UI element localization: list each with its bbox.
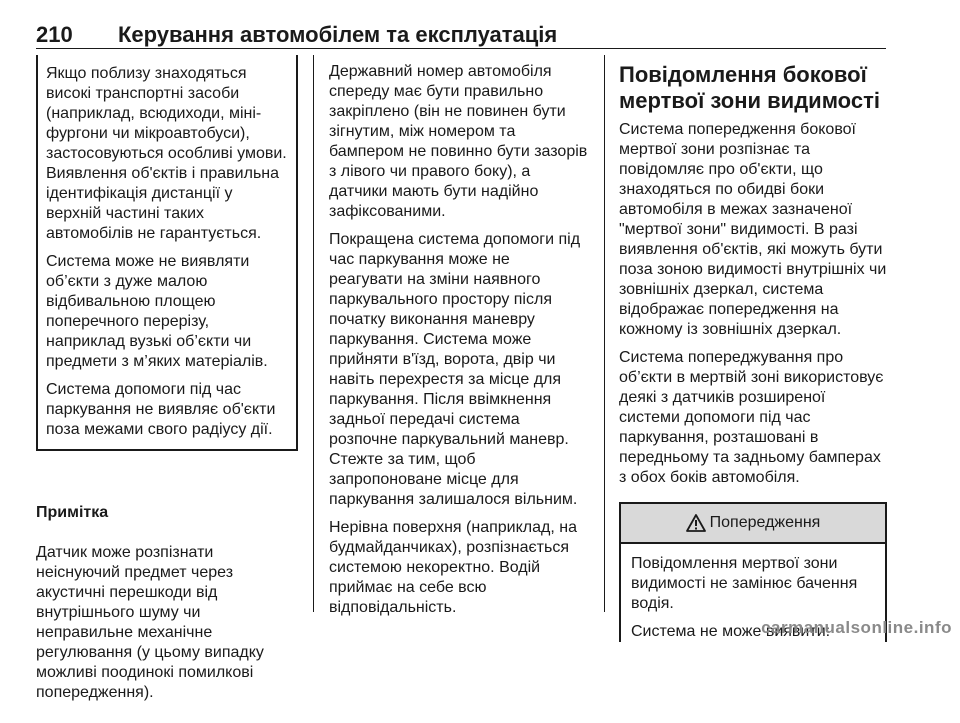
column-2	[329, 62, 595, 626]
note-body: Датчик може розпізнати неіснуючий предмет через акустичні перешкоди від внутрішнього шуму чи неправильне механічне регулювання (у цьому випадку можливі поодинокі помилкові попередження).	[36, 544, 264, 701]
watermark: carmanualsonline.info	[761, 618, 952, 637]
body-paragraph: Нерівна поверхня (наприклад, на будмайданчиках), розпізнається системою некоректно. Водій приймає на себе всю відповідальність.	[329, 519, 577, 616]
body-paragraph: Державний номер автомобіля спереду має бути правильно закріплено (він не повинен бути зігнутим, між номером та бампером не повинно бути зазорів з лівого чи правого боку), а датчики мають бути надійно зафіксованими.	[329, 63, 588, 220]
column-1	[36, 55, 298, 723]
note-block	[36, 483, 298, 723]
header-divider	[36, 48, 886, 49]
body-paragraph: Покращена система допомоги під час паркування може не реагувати на зміни наявного паркувального простору після початку виконання маневру паркування. Система може прийняти в'їзд, ворота, двір чи навіть перехрестя за місце для паркування. Після ввімкнення задньої передачі система розпочне паркувальний маневр. Стежте за тим, щоб запропоноване місце для паркування залишалося вільним.	[329, 231, 581, 508]
warning-triangle-icon	[686, 514, 706, 532]
body-paragraph: Система попереджування про об’єкти в мертвій зоні використовує деякі з датчиків розширеної системи допомоги під час паркування, розташовані в передньому та задньому бамперах з обох боків автомобіля.	[619, 349, 884, 486]
section-heading: Повідомлення бокової мертвої зони видимості	[619, 62, 880, 113]
caution-paragraph: Система допомоги під час паркування не виявляє об'єкти поза межами свого радіусу дії.	[46, 381, 276, 438]
warning-title: Попередження	[709, 514, 821, 531]
column-divider-2	[604, 55, 605, 612]
warning-header	[621, 504, 885, 544]
caution-paragraph: Система може не виявляти об’єкти з дуже малою відбивальною площею поперечного перерізу, наприклад вузькі об’єкти чи предмети з м’яких матеріалів.	[46, 253, 268, 370]
column-divider-1	[313, 55, 314, 612]
note-title: Примітка	[36, 504, 109, 521]
caution-box	[36, 55, 298, 451]
caution-paragraph: Якщо поблизу знаходяться високі транспортні засоби (наприклад, всюдиходи, міні- фургони чи мікроавтобуси), застосовуються особливі умови. Виявлення об'єктів і правильна ідентифікація дистанції у верхній частині таких автомобілів не гарантується.	[46, 65, 287, 242]
body-paragraph: Система попередження бокової мертвої зони розпізнає та повідомляє про об'єкти, що знаходяться по обидві боки автомобіля в межах зазначеної "мертвої зони" видимості. В разі виявлення об'єктів, які можуть бути поза зоною видимості внутрішніх чи зовнішніх дзеркал, система відображає попередження на кожному із зовнішніх дзеркал.	[619, 121, 887, 338]
page-title: Керування автомобілем та експлуатація	[118, 22, 558, 47]
page-number: 210	[36, 22, 73, 47]
warning-paragraph: Система не може виявити:	[631, 623, 831, 640]
column-3	[619, 62, 887, 650]
warning-paragraph: Повідомлення мертвої зони видимості не замінює бачення водія.	[631, 555, 858, 612]
